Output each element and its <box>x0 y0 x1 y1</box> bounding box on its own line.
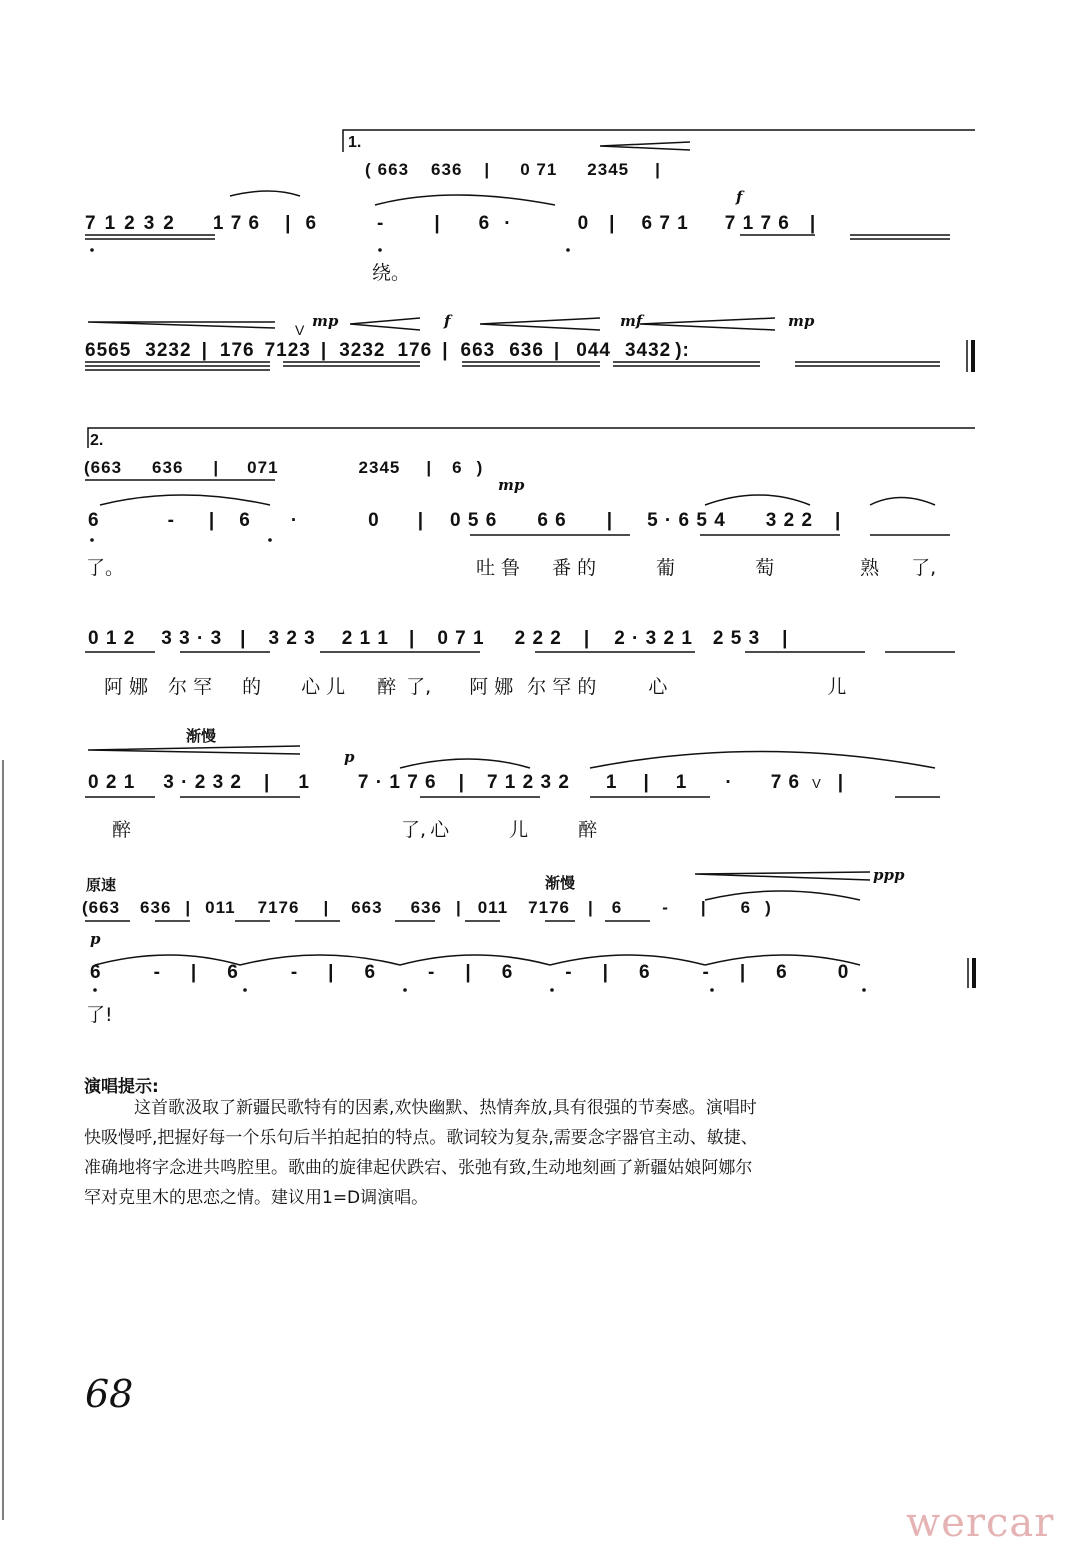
melody-line-3: 6 - | 6 · 0 | 0 5 6 6 6 | 5 · 6 5 4 3 2 2 | <box>88 510 842 531</box>
notes-title: 演唱提示: <box>84 1077 159 1097</box>
lyric-line-6: 了! <box>86 1004 113 1026</box>
tempo-slowing: 渐慢 <box>545 874 576 892</box>
dynamic-p: p <box>90 930 101 948</box>
tempo-slowing: 渐慢 <box>186 727 217 745</box>
instrumental-line-3: (663 636 | 011 7176 | 663 636 | 011 7176 | 6 - | 6 ) <box>82 898 772 917</box>
dynamic-mp: mp <box>312 312 339 330</box>
dynamic-mf: mf <box>620 312 643 330</box>
volta-2-label: 2. <box>90 432 104 449</box>
lyric-line-3: 了。 吐 鲁 番 的 葡 萄 熟 了, <box>86 557 937 579</box>
lyric-line-5: 醉 了, 心 儿 醉 <box>112 819 598 841</box>
instrumental-line-1: ( 663 636 | 0 71 2345 | <box>365 160 661 179</box>
dynamic-ppp: ppp <box>873 866 905 884</box>
notes-line-2: 快吸慢呼,把握好每一个乐句后半拍起拍的特点。歌词较为复杂,需要念字器官主动、敏捷、 <box>84 1128 758 1148</box>
melody-line-2: 6565 3232 | 176 7123 | 3232 176 | 663 636 | 044 3432 ): <box>85 340 690 361</box>
lyric-line-1: 绕。 <box>372 262 411 284</box>
tempo-original: 原速 <box>86 876 117 894</box>
melody-line-1: 71232 1 7 6 | 6 - | 6 · 0 | 6 7 1 7 1 7 6 | <box>85 213 817 234</box>
notes-line-3: 准确地将字念进共鸣腔里。歌曲的旋律起伏跌宕、张弛有致,生动地刻画了新疆姑娘阿娜尔 <box>84 1158 753 1178</box>
notes-line-4: 罕对克里木的思恋之情。建议用1=D调演唱。 <box>84 1188 429 1208</box>
melody-line-4: 0 1 2 3 3 · 3 | 3 2 3 2 1 1 | 0 7 1 2 2 2 | 2 · 3 2 1 2 5 3 | <box>88 628 789 649</box>
page-number: 68 <box>85 1372 134 1416</box>
notes-line-1: 这首歌汲取了新疆民歌特有的因素,欢快幽默、热情奔放,具有很强的节奏感。演唱时 <box>134 1098 757 1118</box>
dynamic-f: f <box>444 312 451 330</box>
instrumental-line-2: (663 636 | 071 2345 | 6 ) <box>84 458 484 477</box>
melody-line-5: 0 2 1 3 · 2 3 2 | 1 7 · 1 7 6 | 7 1 2 3 2 1 | 1 · 7 6 V | <box>88 772 845 793</box>
slur <box>375 195 555 205</box>
dynamic-p: p <box>344 748 355 766</box>
dynamic-mp: mp <box>498 476 525 494</box>
lyric-line-4: 阿 娜 尔 罕 的 心 儿 醉 了, 阿 娜 尔 罕 的 心 儿 <box>104 676 847 698</box>
melody-line-6: 6 - | 6 - | 6 - | 6 - | 6 - | 6 0 <box>90 962 850 983</box>
volta-1-label: 1. <box>348 134 362 151</box>
dynamic-f: f <box>736 188 743 206</box>
watermark: wercar <box>906 1500 1055 1546</box>
dynamic-mp: mp <box>788 312 815 330</box>
breath-mark: V <box>295 322 305 338</box>
volta-2-bracket <box>88 428 975 448</box>
